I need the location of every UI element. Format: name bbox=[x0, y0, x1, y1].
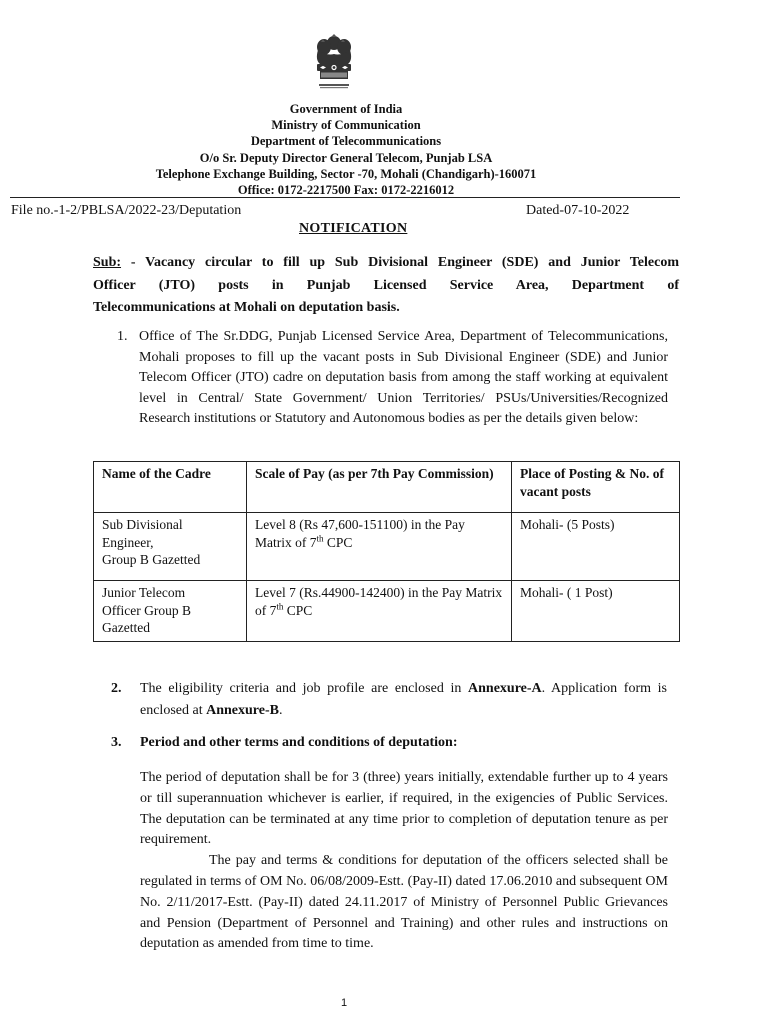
table-cell-cadre bbox=[94, 513, 247, 581]
paragraph-3-body-2: The pay and terms & conditions for deputation of the officers selected shall be regulated in terms of OM No. 06/08/2009-Estt. (Pay-II) dated 17.06.2010 and subsequent OM No. 2/11/2017-Estt. (Pay-II) dated 24.11.2017 of Ministry of Personnel Public Grievances and Pension (Department of Personnel and Training) and other rules and instructions on deputation as amended from time to time. bbox=[140, 853, 668, 952]
letterhead-line-department: Department of Telecommunications bbox=[250, 134, 442, 149]
subject bbox=[93, 252, 679, 320]
annexure-b-ref: Annexure-B bbox=[206, 702, 279, 718]
table-cell-place: Mohali- (5 Posts) bbox=[512, 513, 680, 581]
paragraph-1-number: 1. bbox=[117, 329, 128, 344]
cadre-line: Officer Group B bbox=[102, 602, 191, 618]
paragraph-2-text bbox=[140, 678, 667, 721]
paragraph-2 bbox=[111, 678, 667, 721]
table-header-cadre: Name of the Cadre bbox=[94, 462, 247, 513]
cadre-line: Group B Gazetted bbox=[102, 552, 201, 567]
paragraph-1 bbox=[117, 327, 668, 430]
letterhead-line-government: Government of India bbox=[289, 102, 403, 116]
pay-superscript: th bbox=[276, 601, 284, 611]
pay-suffix: CPC bbox=[283, 602, 313, 618]
table-header-row bbox=[94, 462, 680, 513]
table-header-pay: Scale of Pay (as per 7th Pay Commission) bbox=[247, 462, 512, 513]
subject-label: Sub: bbox=[93, 255, 122, 270]
table-row bbox=[94, 513, 680, 581]
paragraph-2-text-a: The eligibility criteria and job profile are enclosed in bbox=[140, 681, 469, 696]
table-cell-pay bbox=[247, 513, 512, 581]
pay-text: Level 8 (Rs 47,600-151100) in the Pay Matrix of 7 bbox=[255, 517, 465, 550]
subject-text-2: Officer (JTO) posts in Punjab Licensed Service Area, Department of bbox=[93, 277, 679, 293]
subject-text-3: Telecommunications at Mohali on deputation basis. bbox=[93, 300, 400, 315]
document-title: NOTIFICATION bbox=[299, 221, 408, 236]
header-divider bbox=[10, 197, 680, 198]
page-number: 1 bbox=[341, 997, 348, 1009]
letterhead-line-office: O/o Sr. Deputy Director General Telecom, Punjab LSA bbox=[199, 150, 493, 165]
table-header-place: Place of Posting & No. of vacant posts bbox=[512, 462, 680, 513]
paragraph-2-text-b: . Application form is enclosed at bbox=[140, 681, 667, 718]
date: Dated-07-10-2022 bbox=[526, 203, 630, 218]
national-emblem-icon bbox=[311, 34, 357, 94]
paragraph-1-text: Office of The Sr.DDG, Punjab Licensed Service Area, Department of Telecommunications, Mohali proposes to fill up the vacant posts in Sub Divisional Engineer (SDE) and Junior Telecom Officer (JTO) cadre on deputation basis from among the staff working at equivalent level in Central/ State Government/ Union Territories/ PSUs/Universities/Recognized Research institutions or Statutory and Autonomous bodies as per the details given below: bbox=[139, 329, 668, 427]
pay-superscript: th bbox=[316, 533, 324, 543]
cadre-line: Junior Telecom bbox=[102, 585, 186, 600]
letterhead-line-contact: Office: 0172-2217500 Fax: 0172-2216012 bbox=[237, 183, 455, 198]
paragraph-2-text-c: . bbox=[278, 702, 283, 718]
letterhead bbox=[0, 101, 692, 198]
paragraph-3-body-1: The period of deputation shall be for 3 (three) years initially, extendable further up to 4 years or till superannuation whichever is earlier, if required, in the exigencies of Public Services. The deputation can be terminated at any time prior to completion of deputation tenure as per requirement. bbox=[140, 770, 668, 848]
file-number: File no.-1-2/PBLSA/2022-23/Deputation bbox=[11, 203, 242, 218]
paragraph-3-number: 3. bbox=[111, 735, 122, 750]
letterhead-line-ministry: Ministry of Communication bbox=[271, 118, 421, 133]
subject-line-1 bbox=[93, 252, 679, 275]
annexure-a-ref: Annexure-A bbox=[468, 681, 542, 696]
table-cell-place: Mohali- ( 1 Post) bbox=[512, 581, 680, 642]
paragraph-3-body bbox=[140, 768, 668, 955]
pay-suffix: CPC bbox=[323, 534, 353, 550]
paragraph-3-title: Period and other terms and conditions of deputation: bbox=[140, 735, 458, 750]
cadre-line: Engineer, bbox=[102, 534, 154, 550]
vacancy-table bbox=[93, 461, 680, 642]
table-row bbox=[94, 581, 680, 642]
table-cell-pay bbox=[247, 581, 512, 642]
paragraph-2-number: 2. bbox=[111, 681, 122, 696]
letterhead-line-address: Telephone Exchange Building, Sector -70, Mohali (Chandigarh)-160071 bbox=[155, 166, 537, 181]
paragraph-3-heading bbox=[111, 735, 457, 751]
table-cell-cadre bbox=[94, 581, 247, 642]
cadre-line: Gazetted bbox=[102, 620, 150, 635]
cadre-line: Sub Divisional bbox=[102, 517, 183, 532]
pay-text: Level 7 (Rs.44900-142400) in the Pay Matrix of 7 bbox=[255, 585, 503, 618]
subject-text-1: - Vacancy circular to fill up Sub Divisional Engineer (SDE) and Junior Telecom bbox=[121, 255, 679, 270]
